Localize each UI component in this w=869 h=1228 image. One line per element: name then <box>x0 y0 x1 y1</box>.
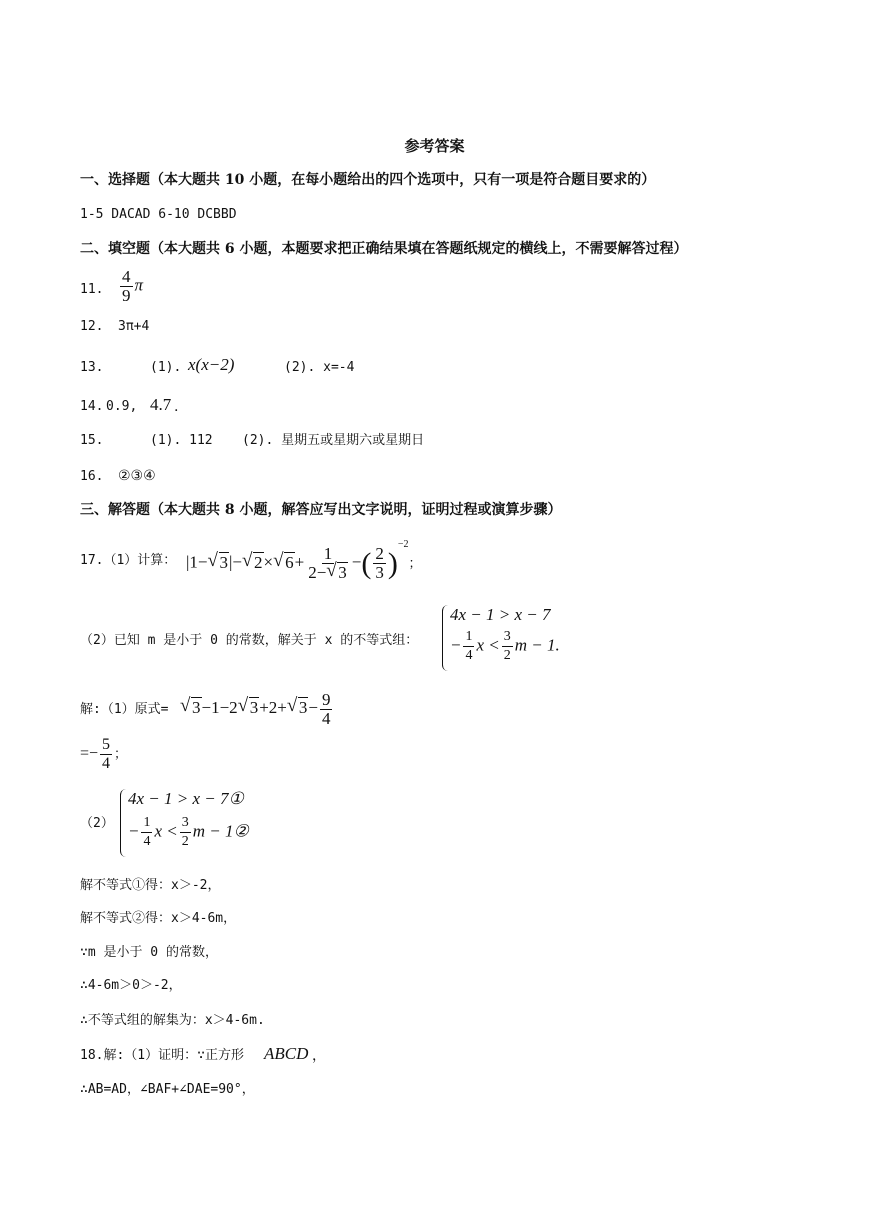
paren-open: ( <box>361 546 372 580</box>
choice-answers: 1-5 DACAD 6-10 DCBBD <box>80 207 237 222</box>
sol-frac-den: 4 <box>321 708 331 728</box>
fraction2-numerator: 2 <box>375 544 384 564</box>
sol-line1-label: 解:（1）原式= <box>80 702 169 717</box>
sol-frac-num: 9 <box>321 689 331 709</box>
q11-denominator: 9 <box>122 286 131 305</box>
sol-fraction <box>320 691 333 728</box>
sol-sqrt3-a-rad: 3 <box>192 698 201 717</box>
q16-number: 16. <box>80 469 104 484</box>
fraction1-den-text: 2− <box>308 563 327 583</box>
q14-answer-b: 4.7 <box>150 395 172 414</box>
row2-x-less: x < <box>476 635 500 655</box>
q13-expression: x(x−2) <box>188 355 235 374</box>
sol-line2-fraction <box>100 736 112 773</box>
times-sign: × <box>263 552 274 572</box>
row2-fraction2 <box>502 628 513 665</box>
sol-step-1: 解不等式①得：x＞-2， <box>80 878 221 893</box>
q17-fraction1 <box>306 545 350 582</box>
q11-pi: π <box>134 275 144 295</box>
q13-part1-label: (1). <box>150 360 182 375</box>
q11-fraction <box>120 268 133 305</box>
system-row1: 4x − 1 > x − 7 <box>450 605 551 624</box>
q11-answer <box>118 268 143 305</box>
sol-expr-part2: +2+ <box>259 698 287 717</box>
sol-expr-part1: −1−2 <box>201 698 238 717</box>
row2-period: . <box>555 635 560 655</box>
sqrt6 <box>274 541 295 585</box>
sol-system-row2 <box>128 814 249 851</box>
q18-square-name: ABCD <box>264 1044 309 1063</box>
sol-line2-semi: ； <box>114 746 128 761</box>
q17-abs-close: |− <box>229 552 242 572</box>
row2-tail: m − 1 <box>514 635 556 655</box>
sol-minus: − <box>308 698 318 717</box>
sqrt6-radicand: 6 <box>285 552 294 572</box>
section2-heading: 二、填空题（本大题共 6 小题，本题要求把正确结果填在答题纸规定的横线上，不需要解答过程） <box>80 241 688 257</box>
q15-number: 15. <box>80 433 104 448</box>
sol-line1-expr <box>180 686 334 730</box>
q13-number: 13. <box>80 360 104 375</box>
sqrt3-a <box>209 541 230 585</box>
sol-step-3: ∵m 是小于 0 的常数， <box>80 945 218 960</box>
sol-row2-f2-den: 2 <box>181 834 189 849</box>
sol-row2-fraction2 <box>180 814 191 851</box>
sol-row2-minus: − <box>128 821 140 841</box>
sol-line2-eq: =− <box>80 745 99 762</box>
sol-part2-label: （2） <box>80 816 114 831</box>
section3-heading: 三、解答题（本大题共 8 小题，解答应写出文字说明，证明过程或演算步骤） <box>80 502 562 518</box>
q17-label: 17.（1）计算： <box>80 553 177 568</box>
q17-semicolon: ； <box>408 555 422 571</box>
q18-comma: ， <box>312 1048 326 1064</box>
sol-step-5: ∴不等式组的解集为：x＞4-6m. <box>80 1013 265 1028</box>
sol-line2-den: 4 <box>102 754 111 772</box>
sol-sqrt3-b-rad: 3 <box>249 698 259 717</box>
sol-row2-f1-den: 4 <box>143 834 151 849</box>
row2-f2-num: 3 <box>502 628 513 647</box>
system-row2 <box>450 628 560 665</box>
q17-fraction2 <box>373 545 386 582</box>
sol-row2-tail: m − 1② <box>192 821 249 841</box>
sol-step-4: ∴4-6m＞0＞-2， <box>80 978 182 993</box>
sol-system-row1: 4x − 1 > x − 7① <box>128 789 244 808</box>
sol-row2-x-less: x < <box>154 821 178 841</box>
row2-fraction1 <box>463 628 474 665</box>
q18-line2: ∴AB=AD，∠BAF+∠DAE=90°， <box>80 1082 255 1097</box>
exponent: −2 <box>397 539 409 550</box>
q17-abs-open: |1− <box>186 552 208 572</box>
fraction1-denominator <box>306 564 350 582</box>
sqrt3-radicand: 3 <box>219 552 228 572</box>
sol-row2-fraction1 <box>141 814 152 851</box>
q14-number: 14. <box>80 399 104 414</box>
sol-line2-num: 5 <box>102 735 111 753</box>
q15-part1: (1). 112 <box>150 433 213 448</box>
q18-label: 18.解:（1）证明：∵正方形 <box>80 1048 244 1063</box>
page-title: 参考答案 <box>404 137 465 155</box>
paren-close: ) <box>387 546 398 580</box>
q14-end: . <box>174 399 179 415</box>
q17-part2-label: （2）已知 m 是小于 0 的常数，解关于 x 的不等式组： <box>80 633 419 648</box>
row2-f2-den: 2 <box>503 648 511 663</box>
system-brace <box>442 605 449 671</box>
q12-number: 12. <box>80 319 104 334</box>
q17-expression <box>186 537 422 586</box>
q11-number: 11. <box>80 282 104 297</box>
plus-sign: + <box>294 552 305 572</box>
sqrt3-b <box>327 564 348 582</box>
sol-sqrt3-a <box>181 686 202 730</box>
sol-row2-f1-num: 1 <box>141 814 152 833</box>
sqrt2-radicand: 2 <box>254 552 263 572</box>
q13-part2: (2). x=-4 <box>284 360 355 375</box>
sol-sqrt3-c-rad: 3 <box>298 698 308 717</box>
sol-sqrt3-c <box>288 686 309 730</box>
q14-answer-a: 0.9, <box>106 399 138 414</box>
sol-line2 <box>80 732 127 776</box>
q15-part2: (2). 星期五或星期六或星期日 <box>242 433 425 448</box>
q12-answer: 3π+4 <box>118 319 150 334</box>
q16-answer: ②③④ <box>118 468 156 484</box>
sqrt2 <box>243 541 264 585</box>
sol-system-brace <box>120 789 127 857</box>
minus-sign: − <box>351 552 362 572</box>
sol-row2-f2-num: 3 <box>180 814 191 833</box>
section1-heading: 一、选择题（本大题共 10 小题，在每小题给出的四个选项中，只有一项是符合题目要求的） <box>80 172 656 188</box>
sol-sqrt3-b <box>239 686 260 730</box>
q11-numerator: 4 <box>122 267 131 286</box>
row2-f1-num: 1 <box>463 628 474 647</box>
row2-f1-den: 4 <box>465 648 473 663</box>
sol-step-2: 解不等式②得：x＞4-6m， <box>80 911 237 926</box>
sqrt3-b-radicand: 3 <box>338 563 347 583</box>
fraction2-denominator: 3 <box>375 563 384 583</box>
fraction1-numerator: 1 <box>323 544 333 564</box>
row2-minus: − <box>450 635 462 655</box>
